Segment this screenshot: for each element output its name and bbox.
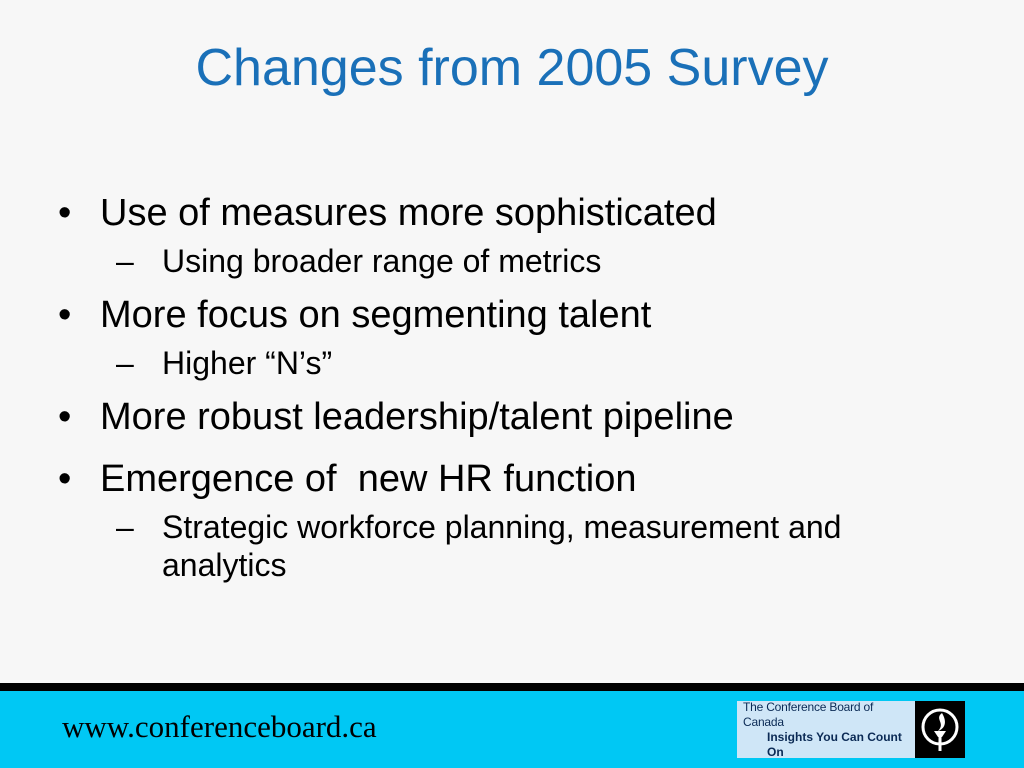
bullet-marker: •	[58, 396, 72, 438]
logo-name: The Conference Board of Canada	[743, 699, 874, 729]
bullet-text: More robust leadership/talent pipeline	[100, 396, 734, 438]
footer-url[interactable]: www.conferenceboard.ca	[62, 709, 377, 744]
slide-title: Changes from 2005 Survey	[195, 39, 829, 97]
conference-board-logo	[737, 701, 965, 758]
bullet-text: Use of measures more sophisticated	[100, 192, 717, 234]
bullet-text: Emergence of new HR function	[100, 458, 637, 500]
torch-icon	[915, 701, 965, 758]
sub-bullet-text: Strategic workforce planning, measurement and analytics	[162, 509, 842, 583]
bullet-item	[58, 288, 958, 382]
sub-bullet-list	[100, 344, 958, 382]
sub-bullet-item	[116, 242, 958, 280]
sub-bullet-marker: –	[116, 243, 134, 279]
bullet-marker: •	[58, 192, 72, 234]
bullet-list	[58, 186, 958, 592]
bullet-marker: •	[58, 294, 72, 336]
sub-bullet-list	[100, 508, 958, 584]
footer-divider	[0, 683, 1024, 691]
sub-bullet-item	[116, 344, 958, 382]
sub-bullet-text: Using broader range of metrics	[162, 243, 602, 279]
bullet-item	[58, 452, 958, 584]
footer-bar	[0, 691, 1024, 768]
sub-bullet-text: Higher “N’s”	[162, 345, 333, 381]
bullet-item	[58, 390, 958, 444]
logo-text	[737, 701, 915, 758]
sub-bullet-item	[116, 508, 952, 584]
logo-tagline: Insights You Can Count On	[767, 729, 902, 759]
bullet-text: More focus on segmenting talent	[100, 294, 652, 336]
bullet-marker: •	[58, 458, 72, 500]
sub-bullet-marker: –	[116, 345, 134, 381]
sub-bullet-marker: –	[116, 509, 134, 545]
bullet-item	[58, 186, 958, 280]
sub-bullet-list	[100, 242, 958, 280]
